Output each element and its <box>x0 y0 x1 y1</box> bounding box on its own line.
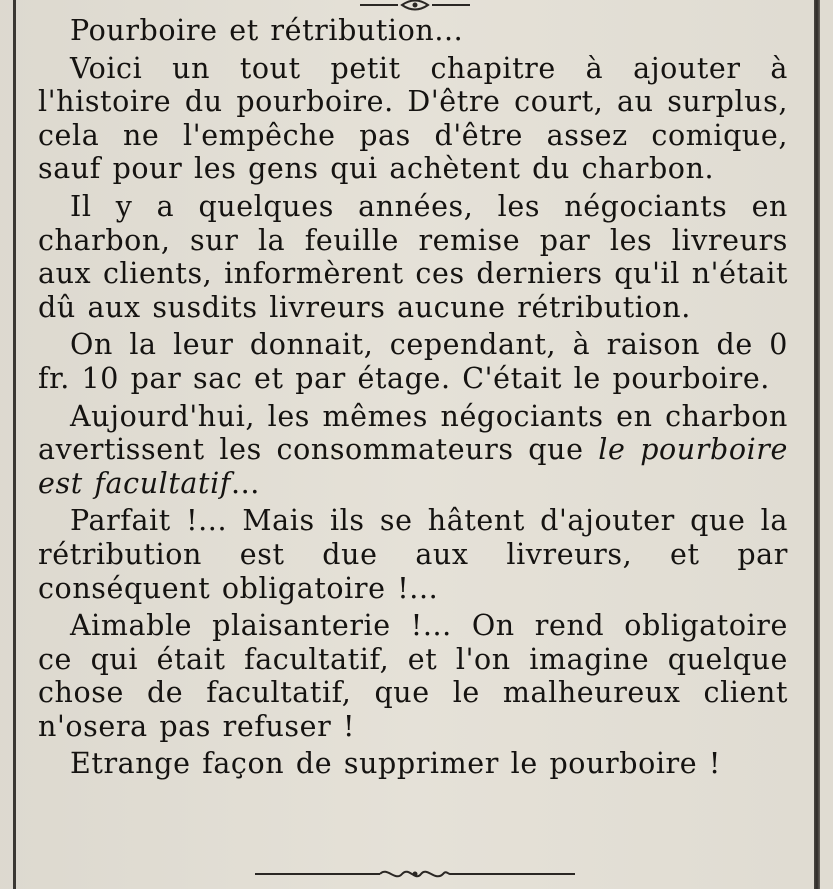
right-column-rule <box>814 0 820 889</box>
paragraph-4 <box>38 400 788 501</box>
paragraph-7: Etrange façon de supprimer le pourboire ! <box>70 747 721 781</box>
bottom-ornament-icon <box>255 866 575 884</box>
paragraph-4-text: Aujourd'hui, les mêmes négociants en charbon avertissent les consommateurs que <box>38 399 788 467</box>
paragraph-6: Aimable plaisanterie !... On rend obligatoire ce qui était facultatif, et l'on imagine quelque chose de facultatif, que le malheureux client n'osera pas refuser ! <box>38 609 788 743</box>
article-body <box>38 14 788 781</box>
paragraph-2: Il y a quelques années, les négociants en charbon, sur la feuille remise par les livreurs aux clients, informèrent ces derniers qu'il n'était dû aux susdits livreurs aucune rétribution. <box>38 189 788 324</box>
paragraph-5: Parfait !... Mais ils se hâtent d'ajouter que la rétribution est due aux livreurs, et par conséquent obligatoire !... <box>38 504 788 605</box>
paragraph-4-ending: ... <box>230 466 260 500</box>
article-title: Pourboire et rétribution... <box>70 14 464 47</box>
top-ornament-icon <box>360 0 470 14</box>
paragraph-4-italic: le pourboire est facultatif <box>38 433 788 500</box>
left-column-rule <box>13 0 16 889</box>
paragraph-1: Voici un tout petit chapitre à ajouter à l'histoire du pourboire. D'être court, au surplus, cela ne l'empêche pas d'être assez comique, sauf pour les gens qui achètent du charbon. <box>38 51 788 186</box>
paragraph-3: On la leur donnait, cependant, à raison de 0 fr. 10 par sac et par étage. C'était le pourboire. <box>38 328 788 395</box>
